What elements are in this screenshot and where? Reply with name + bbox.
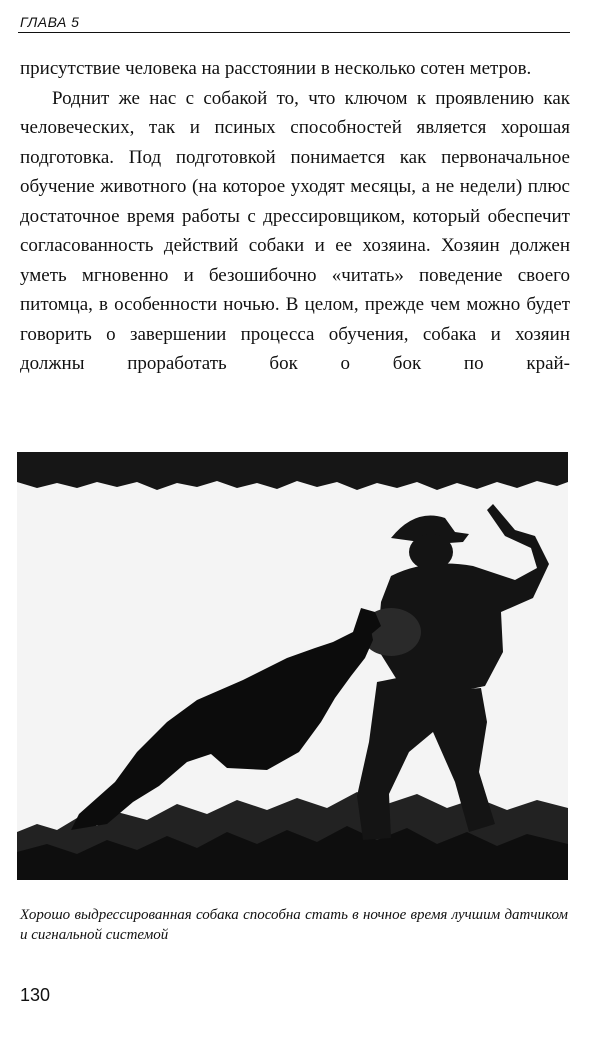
page-number: 130 <box>20 985 51 1005</box>
chapter-header: ГЛАВА 5 <box>20 14 80 30</box>
figure-caption <box>20 905 568 945</box>
body-text <box>20 54 570 379</box>
paragraph: Роднит же нас с собакой то, что ключом к проявлению как человеческих, так и псиных способностей является хорошая подготовка. Под подготовкой понимается как первоначальное обучение животного (на которое уходят месяцы, а не недели) плюс достаточное время работы с дрессировщиком, который обеспечит согласованность действий собаки и ее хозяина. Хозяин должен уметь мгновенно и безошибочно «читать» поведение своего питомца, в особенности ночью. В целом, прежде чем можно будет говорить о завершении процесса обучения, собака и хозяин должны проработать бок о бок по край- <box>20 87 570 374</box>
caption-text: Хорошо выдрессированная собака способна стать в ночное время лучшим датчиком и сигнальной системой <box>20 907 568 943</box>
header-rule <box>18 32 570 33</box>
paragraph-continuation: присутствие человека на расстоянии в несколько сотен метров. <box>20 58 532 79</box>
dog-training-photo <box>17 452 568 880</box>
